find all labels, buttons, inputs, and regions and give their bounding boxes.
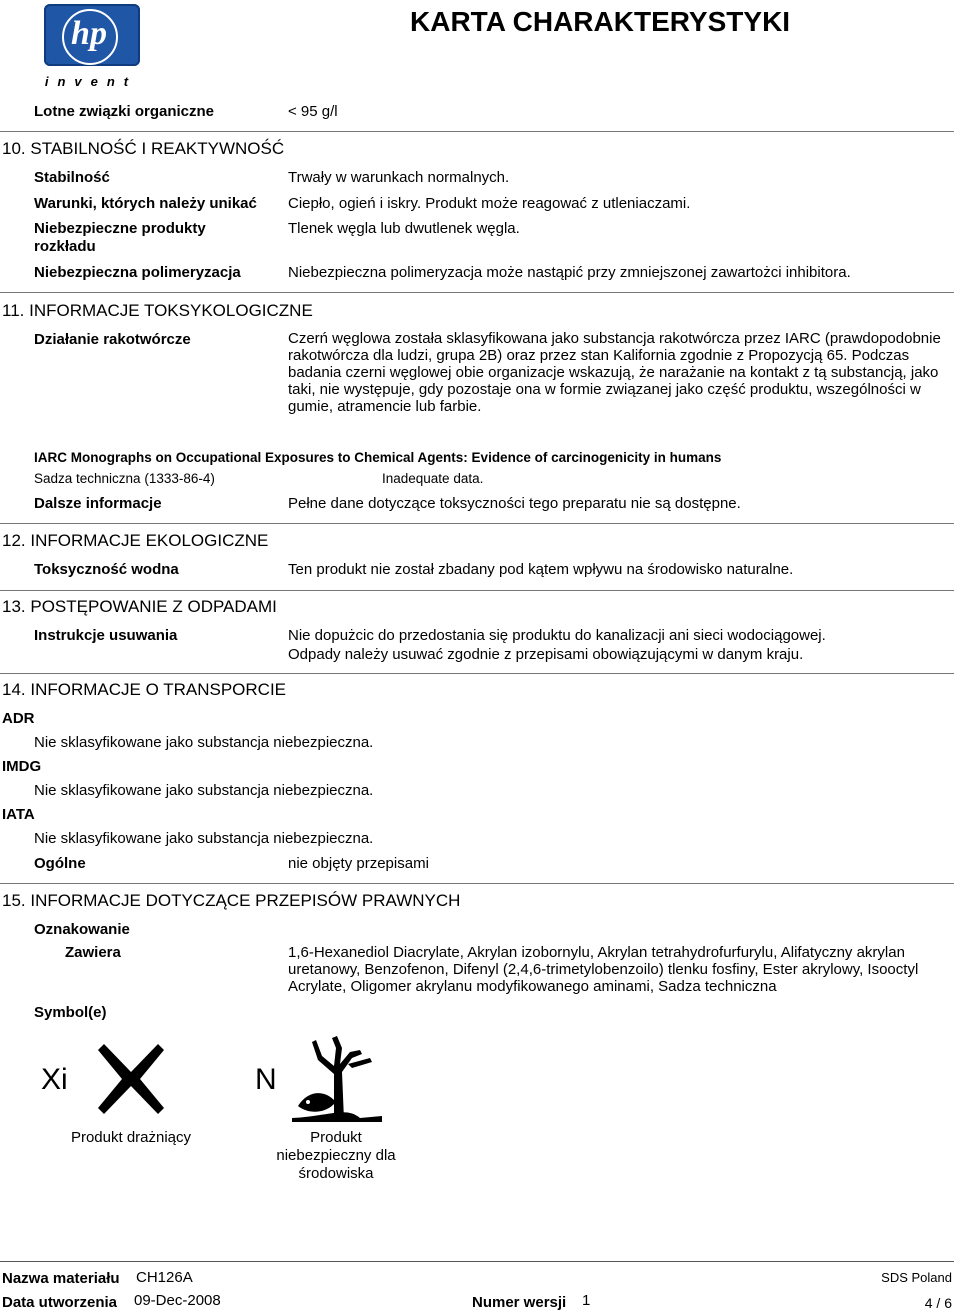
divider [0, 883, 954, 884]
footer-divider [0, 1261, 954, 1262]
divider [0, 590, 954, 591]
polymerization-value: Niebezpieczna polimeryzacja może nastąpić przy zmniejszonej zawartożci inhibitora. [288, 264, 851, 281]
decomposition-label: Niebezpieczne produkty rozkładu [34, 220, 206, 255]
version-label: Numer wersji [472, 1294, 567, 1311]
symbols-label: Symbol(e) [34, 1004, 107, 1021]
stability-label: Stabilność [34, 169, 110, 186]
imdg-value: Nie sklasyfikowane jako substancja niebezpieczna. [34, 782, 374, 799]
disposal-label: Instrukcje usuwania [34, 627, 178, 644]
general-label: Ogólne [34, 855, 86, 872]
divider [0, 673, 954, 674]
polymerization-label: Niebezpieczna polimeryzacja [34, 264, 241, 281]
decomposition-value: Tlenek węgla lub dwutlenek węgla. [288, 220, 520, 237]
divider [0, 292, 954, 293]
further-info-label: Dalsze informacje [34, 495, 162, 512]
iarc-substance: Sadza techniczna (1333-86-4) [34, 471, 215, 486]
voc-label: Lotne związki organiczne [34, 103, 215, 120]
creation-date-label: Data utworzenia [2, 1294, 118, 1311]
imdg-label: IMDG [2, 758, 42, 775]
sds-region: SDS Poland [881, 1270, 952, 1285]
iata-label: IATA [2, 806, 35, 823]
divider [0, 131, 954, 132]
logo-tagline: invent [44, 74, 138, 89]
material-name-label: Nazwa materiału [2, 1270, 120, 1287]
further-info-value: Pełne dane dotyczące toksyczności tego preparatu nie są dostępne. [288, 495, 741, 512]
page-number: 4 / 6 [924, 1295, 952, 1311]
section-13-title: 13. POSTĘPOWANIE Z ODPADAMI [2, 597, 277, 616]
section-12-title: 12. INFORMACJE EKOLOGICZNE [2, 531, 269, 550]
version-value: 1 [582, 1292, 591, 1309]
adr-label: ADR [2, 710, 35, 727]
contains-value: 1,6-Hexanediol Diacrylate, Akrylan izobornylu, Akrylan tetrahydrofurfurylu, Alifatyczny akrylan uretanowy, Benzofenon, Difenyl (2,4,6-trimetylobenzoilo) tlenku fosfiny, Ester akrylowy, Isooctyl Acrylate, Oligomer akrylanu modyfikowanego aminami, Sadza techniczna [288, 944, 919, 995]
document-title: KARTA CHARAKTERYSTYKI [410, 6, 791, 37]
section-11-title: 11. INFORMACJE TOKSYKOLOGICZNE [2, 301, 313, 320]
cross-icon [92, 1040, 170, 1118]
iata-value: Nie sklasyfikowane jako substancja niebezpieczna. [34, 830, 374, 847]
section-14-title: 14. INFORMACJE O TRANSPORCIE [2, 680, 287, 699]
dead-tree-fish-icon [290, 1034, 384, 1126]
avoid-conditions-label: Warunki, których należy unikać [34, 195, 257, 212]
xi-code: Xi [41, 1063, 68, 1096]
carcinogenicity-text: Czerń węglowa została sklasyfikowana jako substancja rakotwórcza przez IARC (prawdopodobnie rakotwórcza dla ludzi, grupa 2B) oraz przez stan Kalifornia zgodnie z Propozycją 65. Podczas badania czerni węglowej obie organizacje wskazują, że narażanie na kontakt z tą substancją, jako taki, nie występuje, gdy pozostaje ona w formie związanej jako część produktu, wszególności w gumie, atramencie lub farbie. [288, 330, 941, 415]
disposal-line-1: Nie dopużcic do przedostania się produktu do kanalizacji ani sieci wodociągowej. [288, 627, 826, 644]
marking-label: Oznakowanie [34, 921, 130, 938]
adr-value: Nie sklasyfikowane jako substancja niebezpieczna. [34, 734, 374, 751]
xi-caption: Produkt drażniący [70, 1129, 192, 1146]
disposal-line-2: Odpady należy usuwać zgodnie z przepisami obowiązującymi w danym kraju. [288, 646, 804, 663]
iarc-evidence: Inadequate data. [382, 471, 484, 486]
contains-label: Zawiera [65, 944, 121, 961]
carcinogenicity-label: Działanie rakotwórcze [34, 331, 191, 348]
stability-value: Trwały w warunkach normalnych. [288, 169, 510, 186]
divider [0, 523, 954, 524]
n-caption: Produkt niebezpieczny dla środowiska [276, 1129, 396, 1182]
aquatic-toxicity-value: Ten produkt nie został zbadany pod kątem wpływu na środowisko naturalne. [288, 561, 794, 578]
aquatic-toxicity-label: Toksyczność wodna [34, 561, 179, 578]
voc-value: < 95 g/l [288, 103, 338, 120]
section-15-title: 15. INFORMACJE DOTYCZĄCE PRZEPISÓW PRAWNYCH [2, 891, 461, 910]
material-name-value: CH126A [136, 1269, 193, 1286]
avoid-conditions-value: Ciepło, ogień i iskry. Produkt może reagować z utleniaczami. [288, 195, 691, 212]
general-value: nie objęty przepisami [288, 855, 429, 872]
hp-logo: hp invent [38, 4, 144, 88]
creation-date-value: 09-Dec-2008 [134, 1292, 221, 1309]
iarc-heading: IARC Monographs on Occupational Exposures to Chemical Agents: Evidence of carcinogenicity in humans [34, 450, 722, 465]
section-10-title: 10. STABILNOŚĆ I REAKTYWNOŚĆ [2, 139, 285, 158]
n-code: N [255, 1063, 277, 1096]
